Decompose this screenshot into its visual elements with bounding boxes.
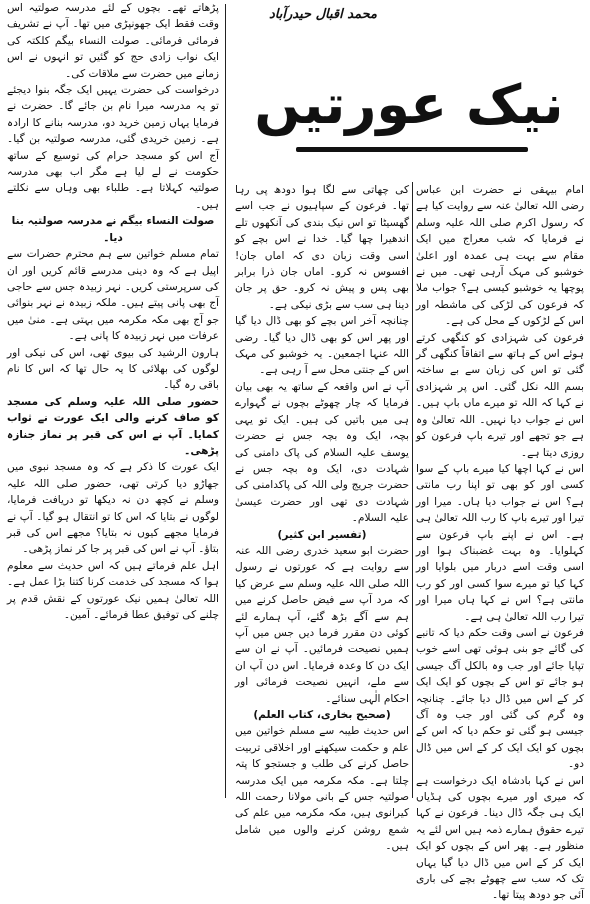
title-underline (296, 147, 528, 152)
column-left (7, 0, 219, 798)
paragraph: حضور صلی اللہ علیہ وسلم کی مسجد کو صاف کرنے والی ایک عورت نے ثواب کمایا۔ آپ نے اس کی قبر پر نماز جنازہ پڑھی۔ (7, 395, 219, 457)
column-divider-middle (412, 182, 413, 798)
paragraph: پڑھاتے تھے۔ بچوں کے لئے مدرسہ صولتیہ اس وقت فقط ایک جھونپڑی میں تھا۔ آپ نے تشریف فرمائی فرمائی۔ صولت النساء بیگم کلکتہ کی ایک نواب زادی حج کو گئیں تو انہوں نے اس زمانے میں حضرت سے ملاقات کی۔ (7, 2, 219, 80)
citation: (صحیح بخاری، کتاب العلم) (253, 709, 391, 721)
column-right (416, 182, 584, 902)
paragraph: اس نے کہا بادشاہ ایک درخواست ہے کہ میری اور میرے بچوں کی ہڈیاں ایک ہی جگہ ڈال دینا۔ فرعون نے کہا تیرے حقوق ہمارے ذمہ ہیں اس لئے یہ منظور ہے۔ پھر اس کے بچوں کو ایک ایک کر کے اس میں ڈال دیا گیا یہاں تک کہ سب سے چھوٹے بچے کی باری آئی جو دودھ پیتا تھا۔ (416, 774, 584, 902)
paragraph: اس نے کہا اچھا کیا میرے باپ کے سوا کسی اور کو بھی تو اپنا رب مانتی ہے؟ اس نے جواب دیا ہاں۔ میرا اور تیرا اور تیرے باپ کا رب اللہ تعالیٰ ہی ہے۔ اس نے اپنے باپ فرعون سے کہلوایا۔ وہ بہت غضبناک ہوا اور اسی وقت اسے دربار میں بلوایا اور کہا کیا تو میرے سوا کسی اور کو رب مانتی ہے؟ اس نے کہا ہاں میرا اور تیرا رب اللہ تعالیٰ ہی ہے۔ (416, 462, 584, 623)
article-title: نیک عورتیں (254, 73, 564, 136)
paragraph: فرعون کی شہزادی کو کنگھی کرتے ہوئے اس کے ہاتھ سے اتفاقاً کنگھی گر گئی تو اس کی زبان سے بے ساختہ بسم اللہ نکل گئی۔ اس پر شہزادی نے کہا کہ اللہ تو میرے ماں باپ ہیں۔ اس نے جواب دیا نہیں۔ اللہ تعالیٰ وہ ہے جو تجھے اور تیرے باپ فرعون کو روزی دیتا ہے۔ (416, 331, 584, 459)
citation: (تفسیر ابن کثیر) (277, 528, 367, 541)
paragraph: ایک عورت کا ذکر ہے کہ وہ مسجد نبوی میں جھاڑو دیا کرتی تھی، حضور صلی اللہ علیہ وسلم نے کچھ دن نہ دیکھا تو دریافت فرمایا، لوگوں نے بتایا کہ اس کا تو انتقال ہو گیا۔ آپ نے فرمایا مجھے کیوں نہ بتایا؟ مجھے اس کی قبر بتاؤ۔ آپ نے اس کی قبر پر جا کر نماز پڑھی۔ (7, 461, 219, 556)
subheading: صولت النساء بیگم نے مدرسہ صولتیہ بنا دیا۔ (11, 215, 215, 244)
paragraph: آپ نے اس واقعہ کے ساتھ یہ بھی بیان فرمایا کہ چار چھوٹے بچوں نے گہوارے ہی میں باتیں کی ہیں۔ ایک تو یہی بچہ، ایک وہ بچہ جس نے حضرت یوسف علیہ السلام کی پاک دامنی کی شہادت دی، ایک وہ بچہ جس نے حضرت جریج ولی اللہ کی پاکدامنی کی شہادت دی تھی اور حضرت عیسیٰ علیہ السلام۔ (235, 380, 409, 525)
paragraph: تمام مسلم خواتین سے ہم محترم حضرات سے اپیل ہے کہ وہ دینی مدرسے قائم کریں اور ان کی سرپرستی کریں۔ نہر زبیدہ جس سے حاجی آج بھی پانی پیتے ہیں۔ ملکہ زبیدہ نے نہر بنوائی جو آج بھی مکہ مکرمہ میں بہتی ہے۔ منیٰ میں عرفات میں نہر زبیدہ کا پانی ہے۔ (7, 248, 219, 343)
column-divider-left (225, 4, 226, 798)
author-byline: محمد اقبال حیدرآباد (269, 7, 377, 22)
paragraph: حضرت ابو سعید خدری رضی اللہ عنہ سے روایت ہے کہ عورتوں نے رسول اللہ صلی اللہ علیہ وسلم سے عرض کیا کہ مرد آپ سے فیض حاصل کرنے میں ہم سے آگے بڑھ گئے، آپ ہمارے لئے کوئی دن مقرر فرما دیں جس میں آپ ہمیں نصیحت فرمائیں۔ آپ نے ان سے ایک دن کا وعدہ فرمایا۔ اس دن آپ ان سے ملے، انہیں نصیحت فرمائی اور احکام الٰہی سنائے۔ (235, 544, 409, 705)
paragraph: کی چھاتی سے لگا ہوا دودھ پی رہا تھا۔ فرعون کے سپاہیوں نے جب اسے گھسیٹا تو اس نیک بندی کی آنکھوں تلے اندھیرا چھا گیا۔ خدا نے اس بچے کو اسی وقت زبان دی کہ اماں جان! افسوس نہ کرو۔ اماں جان ذرا برابر بھی پس و پیش نہ کرو۔ حق پر جان دینا ہی سب سے بڑی نیکی ہے۔ (235, 184, 409, 311)
paragraph: ہارون الرشید کی بیوی تھی، اس کی نیکی اور لوگوں کی بھلائی کا یہ حال تھا کہ اس کا نام باقی رہ گیا۔ (7, 346, 219, 392)
paragraph: امام بیہقی نے حضرت ابن عباس رضی اللہ تعالیٰ عنہ سے روایت کیا ہے کہ رسول اکرم صلی اللہ علیہ وسلم نے فرمایا کہ شب معراج میں ایک مقام سے بہت ہی عمدہ اور اعلیٰ خوشبو کی مہک آرہی تھی۔ میں نے پوچھا یہ خوشبو کیسی ہے؟ جواب ملا کہ فرعون کی لڑکی کی ماشطہ اور اس کے لڑکوں کے محل کی ہے۔ (416, 184, 584, 328)
paragraph: درخواست کی حضرت یہیں ایک جگہ بنوا دیجئے تو یہ مدرسہ میرا نام بن جائے گا۔ حضرت نے فرمایا یہاں زمین خرید دو، مدرسہ بنانے کا ارادہ ہے۔ زمین خریدی گئی، مدرسہ صولتیہ بن گیا۔ آج اس کو مسجد حرام کی توسیع کے ساتھ حکومت نے لے لیا ہے مگر اب بھی مدرسہ صولتیہ کہلاتا ہے۔ طلباء بھی وہاں سے نکلتے ہیں۔ (7, 84, 219, 211)
paragraph: اہل علم فرماتے ہیں کہ اس حدیث سے معلوم ہوا کہ مسجد کی خدمت کرنا کتنا بڑا عمل ہے۔ اللہ تعالیٰ ہمیں نیک عورتوں کے نقش قدم پر چلنے کی توفیق عطا فرمائے۔ آمین۔ (7, 559, 219, 622)
paragraph: اس حدیث طیبہ سے مسلم خواتین میں علم و حکمت سیکھنے اور اخلاقی تربیت حاصل کرنے کی طلب و جستجو کا پتہ چلتا ہے۔ مکہ مکرمہ میں ایک مدرسہ صولتیہ جس کے بانی مولانا رحمت اللہ کیرانوی ہیں، مکہ مکرمہ میں علم کی شمع روشن کرنے والوں میں شامل ہیں۔ (235, 725, 409, 853)
paragraph: چنانچہ آخر اس بچے کو بھی ڈال دیا گیا اور پھر اس کو بھی ڈال دیا گیا۔ رضی اللہ عنہا اجمعین۔ یہ خوشبو کی مہک اس کے جنتی محل سے آ رہی ہے۔ (235, 315, 409, 377)
column-middle (235, 182, 409, 853)
paragraph: فرعون نے اسی وقت حکم دیا کہ تانبے کی گائے جو بنی ہوئی تھی اسے خوب تپایا جائے اور جب وہ بالکل آگ جیسی ہو جائے تو اس کے بچوں کو ایک ایک کر کے اس میں ڈال دیا جائے۔ چنانچہ وہ گرم کی گئی اور جب وہ آگ جیسی ہو گئی تو حکم دیا کہ اس کے بچوں کو ایک ایک کر کے اس میں ڈال دو۔ (416, 626, 584, 771)
